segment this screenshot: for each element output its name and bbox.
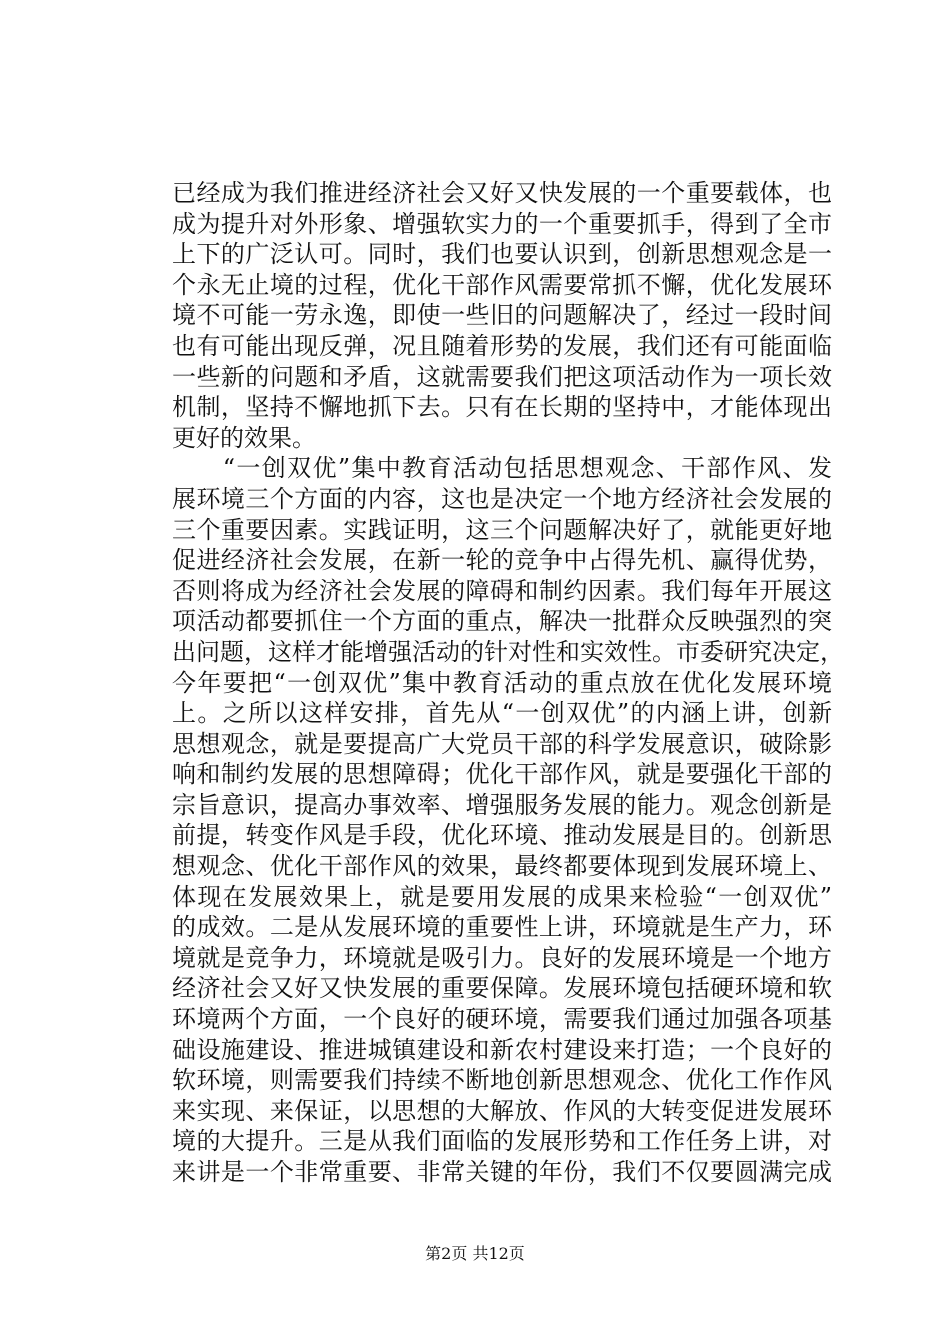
text-line: 体现在发展效果上，就是要用发展的成果来检验“一创双优” [172,882,832,911]
text-line: 经济社会又好又快发展的重要保障。发展环境包括硬环境和软 [172,974,832,1003]
text-line: 出问题，这样才能增强活动的针对性和实效性。市委研究决定， [172,637,844,666]
text-line: 境的大提升。三是从我们面临的发展形势和工作任务上讲，对 [172,1127,832,1156]
text-line: 促进经济社会发展，在新一轮的竞争中占得先机、赢得优势， [172,546,832,575]
text-line: 软环境，则需要我们持续不断地创新思想观念、优化工作作风 [172,1066,832,1095]
text-line: 成为提升对外形象、增强软实力的一个重要抓手，得到了全市 [172,209,832,238]
text-line: 上下的广泛认可。同时，我们也要认识到，创新思想观念是一 [172,240,832,269]
document-body [172,178,844,1188]
text-line: 想观念、优化干部作风的效果，最终都要体现到发展环境上、 [172,852,832,881]
text-line: 础设施建设、推进城镇建设和新农村建设来打造；一个良好的 [172,1035,832,1064]
text-line: 一些新的问题和矛盾，这就需要我们把这项活动作为一项长效 [172,362,832,391]
text-line: 境不可能一劳永逸，即使一些旧的问题解决了，经过一段时间 [172,301,832,330]
text-line: 三个重要因素。实践证明，这三个问题解决好了，就能更好地 [172,515,832,544]
text-line: 境就是竞争力，环境就是吸引力。良好的发展环境是一个地方 [172,943,832,972]
text-line: 响和制约发展的思想障碍；优化干部作风，就是要强化干部的 [172,760,832,789]
text-line: 否则将成为经济社会发展的障碍和制约因素。我们每年开展这 [172,576,832,605]
text-line: 也有可能出现反弹，况且随着形势的发展，我们还有可能面临 [172,331,832,360]
text-line: 展环境三个方面的内容，这也是决定一个地方经济社会发展的 [172,484,832,513]
text-line: 上。之所以这样安排，首先从“一创双优”的内涵上讲，创新 [172,699,832,728]
text-line: 的成效。二是从发展环境的重要性上讲，环境就是生产力，环 [172,913,832,942]
text-line: 更好的效果。 [172,423,316,452]
text-line: 来实现、来保证，以思想的大解放、作风的大转变促进发展环 [172,1096,832,1125]
text-line: 今年要把“一创双优”集中教育活动的重点放在优化发展环境 [172,668,832,697]
text-line: 个永无止境的过程，优化干部作风需要常抓不懈，优化发展环 [172,270,832,299]
text-line: 环境两个方面，一个良好的硬环境，需要我们通过加强各项基 [172,1005,832,1034]
text-line: 机制，坚持不懈地抓下去。只有在长期的坚持中，才能体现出 [172,393,832,422]
text-line: 来讲是一个非常重要、非常关键的年份，我们不仅要圆满完成 [172,1158,832,1186]
text-line: 前提，转变作风是手段，优化环境、推动发展是目的。创新思 [172,821,832,850]
text-line: 已经成为我们推进经济社会又好又快发展的一个重要载体，也 [172,179,832,207]
text-line: 宗旨意识，提高办事效率、增强服务发展的能力。观念创新是 [172,790,832,819]
text-line: 思想观念，就是要提高广大党员干部的科学发展意识，破除影 [172,729,832,758]
text-line: “一创双优”集中教育活动包括思想观念、干部作风、发 [172,454,832,483]
page-footer: 第2页 共12页 [425,1244,525,1263]
text-line: 项活动都要抓住一个方面的重点，解决一批群众反映强烈的突 [172,607,832,636]
